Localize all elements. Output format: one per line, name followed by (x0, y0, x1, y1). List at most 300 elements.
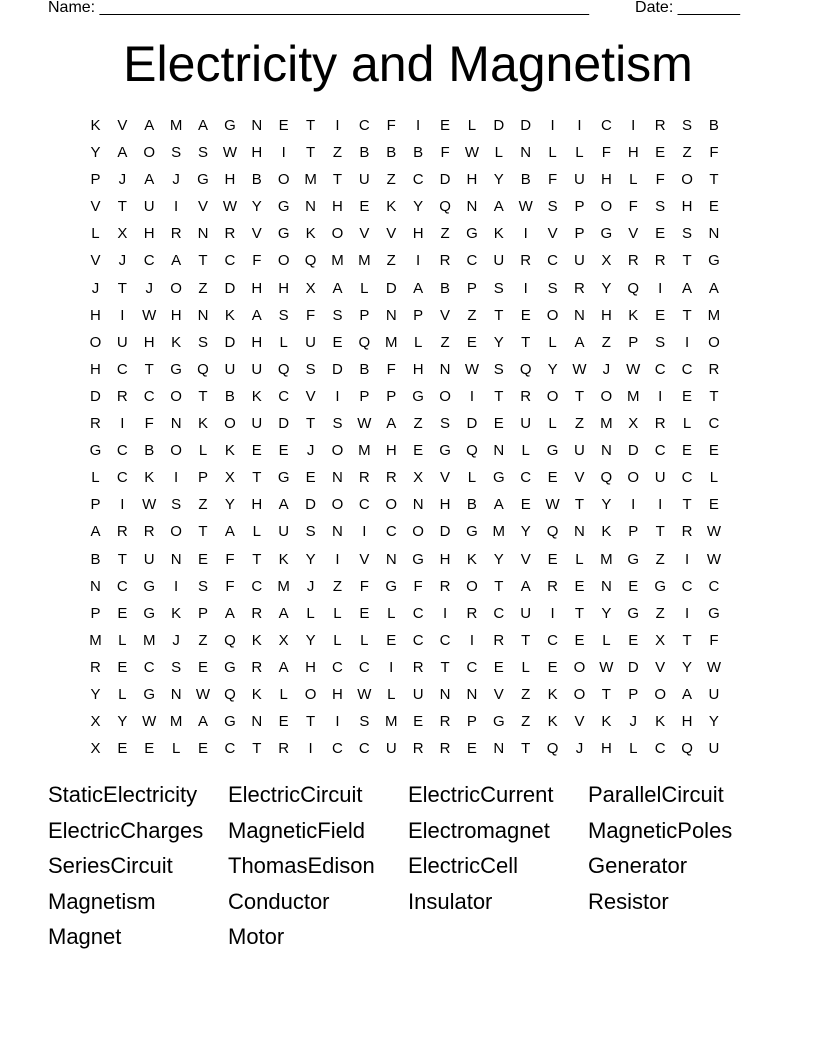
grid-letter: K (224, 442, 235, 460)
grid-letter: V (574, 713, 585, 731)
grid-letter: D (520, 117, 532, 134)
grid-letter: Y (305, 631, 316, 649)
grid-letter: T (682, 252, 692, 270)
grid-letter: E (198, 658, 209, 676)
grid-letter: E (682, 442, 693, 460)
grid-letter: F (386, 360, 396, 378)
word-list (48, 777, 768, 955)
grid-letter: J (172, 171, 180, 189)
grid-letter: G (439, 442, 451, 460)
grid-letter: M (384, 713, 398, 731)
grid-letter: N (708, 225, 720, 243)
grid-letter: J (118, 171, 127, 189)
grid-letter: H (90, 360, 101, 378)
grid-letter: Z (655, 604, 665, 622)
grid-letter: T (117, 279, 127, 297)
grid-letter: T (574, 496, 585, 514)
grid-letter: I (362, 523, 367, 541)
grid-letter: V (90, 252, 101, 270)
grid-letter: E (466, 740, 477, 758)
grid-letter: E (413, 442, 424, 460)
grid-letter: T (198, 252, 208, 270)
grid-letter: K (251, 387, 262, 405)
grid-letter: I (577, 117, 582, 134)
grid-letter: Y (601, 279, 612, 297)
grid-letter: J (602, 360, 611, 378)
grid-letter: Q (439, 198, 451, 216)
grid-letter: B (708, 117, 719, 134)
grid-letter: R (520, 387, 532, 405)
grid-letter: E (682, 387, 693, 405)
grid-letter: W (626, 360, 641, 378)
grid-letter: Z (198, 631, 208, 649)
grid-letter: A (493, 496, 504, 514)
grid-letter: F (601, 144, 611, 162)
grid-letter: V (90, 198, 101, 216)
grid-letter: G (708, 252, 720, 270)
word-list-item: ElectricCurrent (408, 782, 554, 807)
grid-letter: Z (386, 252, 396, 270)
grid-letter: J (575, 740, 584, 758)
grid-letter: D (493, 117, 505, 134)
grid-letter: Z (655, 550, 665, 568)
grid-letter: U (654, 469, 666, 487)
grid-letter: L (279, 685, 288, 703)
grid-letter: E (574, 577, 585, 595)
grid-letter: E (359, 604, 370, 622)
grid-letter: I (469, 387, 474, 405)
grid-letter: W (545, 496, 560, 514)
grid-letter: B (90, 550, 101, 568)
grid-letter: S (171, 658, 182, 676)
grid-letter: J (145, 279, 153, 297)
grid-letter: G (654, 577, 666, 595)
grid-letter: T (655, 523, 665, 541)
grid-letter: S (198, 577, 209, 595)
grid-letter: M (89, 631, 102, 649)
grid-letter: N (466, 685, 478, 703)
grid-letter: K (171, 604, 182, 622)
grid-letter: T (682, 306, 692, 324)
grid-letter: W (599, 658, 614, 676)
grid-letter: D (439, 171, 451, 189)
grid-letter: K (547, 685, 558, 703)
grid-letter: I (335, 117, 340, 134)
grid-letter: O (331, 225, 344, 243)
grid-letter: U (574, 171, 585, 189)
grid-letter: O (143, 144, 156, 162)
grid-letter: A (224, 523, 235, 541)
grid-letter: L (629, 740, 638, 758)
grid-letter: T (252, 550, 262, 568)
grid-letter: U (493, 252, 505, 270)
grid-letter: A (90, 523, 101, 541)
grid-letter: R (224, 225, 236, 243)
grid-letter: C (708, 415, 720, 433)
grid-letter: Y (251, 198, 262, 216)
grid-letter: D (224, 279, 236, 297)
grid-letter: E (520, 496, 531, 514)
grid-letter: A (171, 252, 182, 270)
grid-letter: M (277, 577, 290, 595)
grid-letter: I (523, 279, 528, 297)
grid-letter: P (386, 387, 397, 405)
grid-letter: T (440, 658, 450, 676)
grid-letter: N (574, 306, 585, 324)
grid-letter: M (492, 523, 506, 541)
grid-letter: V (386, 225, 397, 243)
word-list-item: Motor (228, 924, 285, 949)
grid-letter: K (601, 523, 612, 541)
grid-letter: N (170, 685, 182, 703)
grid-letter: R (439, 713, 451, 731)
grid-letter: X (305, 279, 316, 297)
grid-letter: L (333, 604, 342, 622)
grid-letter: D (224, 333, 236, 351)
grid-letter: J (118, 252, 127, 270)
grid-letter: E (493, 415, 504, 433)
letter-grid (82, 112, 727, 762)
grid-letter: Y (90, 144, 101, 162)
grid-letter: C (251, 577, 263, 595)
grid-letter: A (682, 685, 693, 703)
grid-letter: W (464, 360, 479, 378)
grid-letter: F (709, 631, 719, 649)
grid-letter: G (546, 442, 559, 460)
grid-letter: N (90, 577, 101, 595)
grid-letter: Y (601, 604, 612, 622)
grid-letter: E (413, 713, 424, 731)
grid-letter: E (493, 658, 504, 676)
grid-letter: M (169, 117, 183, 134)
grid-letter: I (416, 252, 421, 270)
grid-letter: R (358, 469, 370, 487)
grid-letter: H (600, 306, 612, 324)
word-list-item: MagneticField (228, 817, 365, 843)
grid-letter: V (305, 387, 316, 405)
grid-letter: U (143, 198, 155, 216)
grid-letter: C (358, 740, 370, 758)
grid-letter: E (198, 550, 209, 568)
grid-letter: L (548, 144, 557, 162)
word-list-item: ElectricCell (408, 853, 519, 878)
grid-letter: P (628, 523, 639, 541)
grid-letter: X (278, 631, 289, 649)
grid-letter: O (573, 658, 586, 676)
worksheet-header (48, 0, 740, 18)
grid-letter: L (279, 333, 288, 351)
grid-letter: A (682, 279, 693, 297)
grid-letter: W (706, 550, 722, 568)
grid-letter: U (116, 333, 128, 351)
grid-letter: N (439, 685, 451, 703)
grid-letter: T (117, 550, 127, 568)
grid-letter: R (170, 225, 182, 243)
grid-letter: Q (627, 279, 640, 297)
grid-letter: L (682, 415, 692, 433)
grid-letter: C (143, 658, 155, 676)
grid-letter: X (224, 469, 235, 487)
name-line: Name: _______________________________________________________ (48, 0, 589, 16)
grid-letter: R (654, 252, 666, 270)
grid-letter: Y (117, 713, 128, 731)
grid-letter: S (305, 360, 316, 378)
grid-letter: H (90, 306, 101, 324)
grid-letter: B (359, 144, 370, 162)
grid-letter: H (251, 333, 263, 351)
grid-letter: I (174, 198, 179, 216)
grid-letter: Y (413, 198, 424, 216)
grid-letter: F (655, 171, 665, 189)
grid-letter: L (306, 604, 315, 622)
grid-letter: E (628, 577, 639, 595)
grid-letter: O (466, 577, 478, 595)
grid-letter: H (439, 550, 451, 568)
grid-letter: A (198, 713, 209, 731)
grid-letter: G (466, 523, 478, 541)
grid-letter: T (494, 387, 504, 405)
grid-letter: L (548, 333, 557, 351)
grid-letter: M (627, 387, 640, 405)
grid-letter: C (224, 740, 236, 758)
grid-letter: T (521, 631, 531, 649)
grid-letter: O (170, 279, 182, 297)
grid-letter: H (681, 713, 693, 731)
grid-letter: E (251, 442, 262, 460)
grid-letter: X (628, 415, 639, 433)
grid-letter: O (170, 442, 182, 460)
grid-letter: Y (520, 523, 531, 541)
grid-letter: X (90, 740, 101, 758)
grid-letter: I (416, 117, 421, 134)
grid-letter: U (358, 171, 370, 189)
grid-letter: Q (304, 252, 317, 270)
grid-letter: N (197, 306, 209, 324)
grid-letter: A (198, 117, 209, 134)
grid-letter: D (466, 415, 478, 433)
grid-letter: H (224, 171, 236, 189)
grid-letter: O (412, 523, 424, 541)
grid-letter: E (466, 333, 477, 351)
grid-letter: C (278, 387, 290, 405)
grid-letter: K (198, 415, 209, 433)
grid-letter: A (278, 604, 289, 622)
grid-letter: D (439, 523, 451, 541)
grid-letter: T (305, 144, 316, 162)
grid-letter: I (281, 144, 286, 162)
grid-letter: P (359, 306, 370, 324)
grid-letter: F (305, 306, 316, 324)
grid-letter: I (174, 469, 179, 487)
grid-letter: P (90, 171, 101, 189)
grid-letter: W (142, 306, 157, 324)
grid-letter: R (90, 658, 101, 676)
grid-letter: I (684, 550, 690, 568)
grid-letter: C (493, 604, 505, 622)
grid-letter: B (413, 144, 424, 162)
grid-letter: J (306, 577, 315, 595)
grid-letter: I (442, 604, 448, 622)
grid-letter: O (170, 387, 182, 405)
grid-letter: L (709, 469, 719, 487)
grid-letter: T (305, 117, 316, 134)
grid-letter: W (142, 713, 157, 731)
grid-letter: B (386, 144, 397, 162)
grid-letter: K (251, 631, 262, 649)
grid-letter: C (600, 117, 612, 134)
grid-letter: Q (224, 685, 236, 703)
grid-letter: E (708, 442, 719, 460)
grid-letter: E (655, 225, 666, 243)
grid-letter: S (278, 306, 289, 324)
grid-letter: K (90, 117, 101, 134)
grid-letter: E (117, 740, 128, 758)
grid-letter: T (682, 631, 692, 649)
grid-letter: X (601, 252, 612, 270)
grid-letter: K (171, 333, 182, 351)
grid-letter: M (142, 631, 156, 649)
grid-letter: Z (386, 171, 396, 189)
grid-letter: O (89, 333, 102, 351)
grid-letter: L (413, 333, 423, 351)
grid-letter: I (120, 306, 125, 324)
grid-letter: O (224, 415, 236, 433)
grid-letter: C (547, 631, 558, 649)
grid-letter: C (116, 360, 128, 378)
grid-letter: E (655, 144, 666, 162)
grid-letter: E (520, 306, 531, 324)
grid-letter: Q (197, 360, 209, 378)
grid-letter: C (547, 252, 558, 270)
grid-letter: Q (519, 360, 532, 378)
grid-letter: I (174, 577, 179, 595)
grid-letter: N (574, 523, 585, 541)
grid-letter: F (709, 144, 719, 162)
grid-letter: F (252, 252, 262, 270)
grid-letter: R (90, 415, 101, 433)
grid-letter: U (305, 333, 316, 351)
grid-letter: X (655, 631, 666, 649)
grid-letter: E (278, 442, 289, 460)
grid-letter: C (116, 469, 128, 487)
grid-letter: N (170, 550, 182, 568)
grid-letter: M (600, 550, 613, 568)
grid-letter: S (655, 198, 666, 216)
grid-letter: S (682, 117, 693, 134)
grid-letter: W (572, 360, 587, 378)
grid-letter: P (628, 333, 639, 351)
grid-letter: R (708, 360, 720, 378)
grid-letter: C (358, 658, 370, 676)
grid-letter: Q (546, 740, 559, 758)
grid-letter: O (600, 387, 613, 405)
grid-letter: P (574, 198, 585, 216)
grid-letter: U (520, 604, 532, 622)
grid-letter: P (413, 306, 424, 324)
grid-letter: U (385, 740, 397, 758)
grid-letter: N (600, 577, 612, 595)
grid-letter: C (654, 442, 666, 460)
grid-letter: S (359, 713, 370, 731)
grid-letter: E (278, 117, 289, 134)
grid-letter: K (493, 225, 504, 243)
grid-letter: Q (600, 469, 613, 487)
grid-letter: E (332, 333, 343, 351)
grid-letter: C (412, 604, 424, 622)
grid-letter: V (628, 225, 639, 243)
grid-letter: R (439, 740, 451, 758)
grid-letter: V (359, 550, 370, 568)
grid-letter: T (252, 740, 262, 758)
word-list-item: ElectricCircuit (228, 782, 363, 807)
grid-letter: W (357, 415, 372, 433)
grid-letter: S (493, 279, 504, 297)
grid-letter: Z (198, 496, 208, 514)
word-list-item: Electromagnet (408, 817, 550, 843)
grid-letter: G (600, 225, 613, 243)
grid-letter: S (198, 333, 209, 351)
grid-letter: T (709, 387, 719, 405)
word-list-item: Generator (588, 853, 688, 878)
grid-letter: J (629, 713, 637, 731)
grid-letter: Z (521, 685, 531, 703)
grid-letter: S (655, 333, 666, 351)
grid-letter: L (360, 279, 369, 297)
grid-letter: R (116, 387, 128, 405)
grid-letter: N (305, 198, 316, 216)
grid-letter: C (654, 360, 666, 378)
grid-letter: R (278, 740, 290, 758)
grid-letter: V (198, 198, 209, 216)
grid-letter: Z (440, 225, 450, 243)
grid-letter: P (466, 279, 477, 297)
grid-letter: H (412, 360, 424, 378)
grid-letter: D (627, 442, 639, 460)
grid-letter: L (118, 685, 127, 703)
grid-letter: L (494, 144, 503, 162)
grid-letter: N (332, 523, 343, 541)
grid-letter: O (331, 442, 344, 460)
grid-letter: V (251, 225, 262, 243)
grid-letter: P (466, 713, 477, 731)
grid-letter: G (708, 604, 720, 622)
grid-letter: E (547, 469, 558, 487)
grid-letter: C (358, 496, 370, 514)
grid-letter: E (144, 740, 155, 758)
grid-letter: L (521, 658, 530, 676)
grid-letter: R (116, 523, 128, 541)
grid-letter: S (171, 496, 182, 514)
grid-letter: B (144, 442, 155, 460)
grid-letter: L (575, 144, 584, 162)
grid-letter: G (277, 198, 290, 216)
grid-letter: S (171, 144, 182, 162)
grid-letter: P (198, 469, 209, 487)
grid-letter: W (706, 658, 722, 676)
grid-letter: F (144, 415, 154, 433)
grid-letter: K (628, 306, 639, 324)
grid-letter: V (547, 225, 558, 243)
grid-letter: M (707, 306, 721, 324)
grid-letter: I (308, 740, 313, 758)
grid-letter: C (143, 252, 155, 270)
grid-letter: L (467, 469, 477, 487)
grid-letter: G (197, 171, 209, 189)
grid-letter: X (117, 225, 128, 243)
grid-letter: D (385, 279, 397, 297)
grid-letter: C (332, 740, 343, 758)
grid-letter: S (493, 360, 504, 378)
